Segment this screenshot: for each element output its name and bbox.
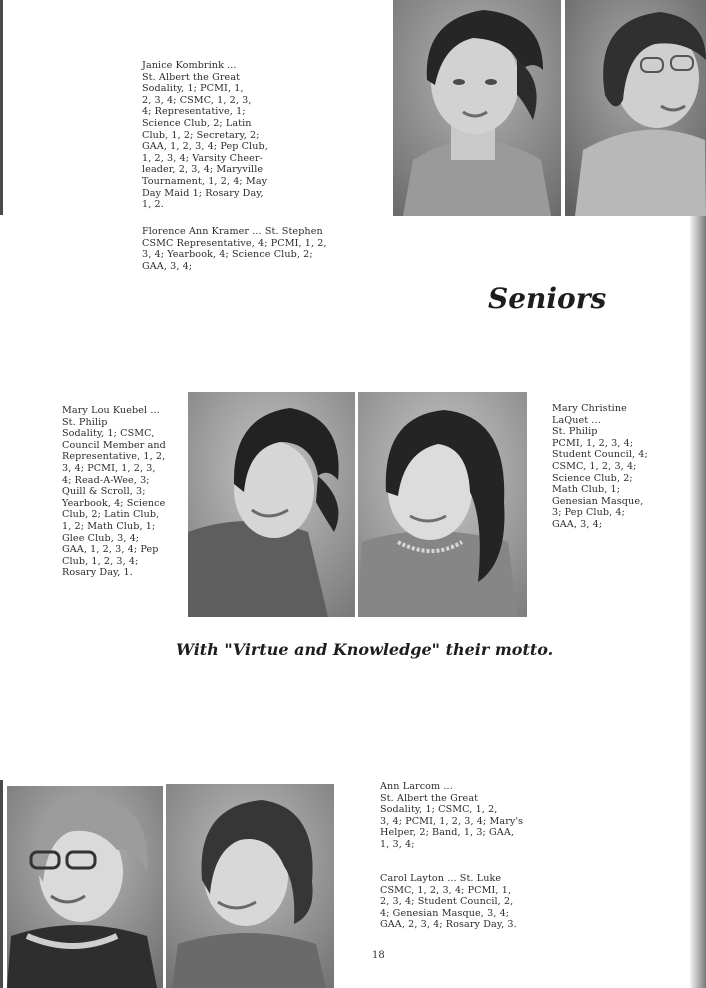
portrait-kombrink <box>393 0 561 216</box>
student-entry-kramer: Florence Ann Kramer ... St. Stephen CSMC Representative, 4; PCMI, 1, 2, 3, 4; Yearbook, 4; Science Club, 2; GAA, 3, 4; <box>142 226 327 272</box>
portrait-laquet <box>358 392 527 617</box>
portrait-layton <box>166 784 334 988</box>
student-entry-kombrink: Janice Kombrink ... St. Albert the Great Sodality, 1; PCMI, 1, 2, 3, 4; CSMC, 1, 2, 3, 4; Representative, 1; Science Club, 2; Latin Club, 1, 2; Secretary, 2; GAA, 1, 2, 3, 4; Pep Club, 1, 2, 3, 4; Varsity Cheer- leader, 2, 3, 4; Maryville Tournament, 1, 2, 4; May Day Maid 1; Rosary Day, 1, 2. <box>142 60 268 211</box>
portrait-kuebel <box>188 392 355 617</box>
binding-shadow-bottom <box>0 780 3 988</box>
student-entry-layton: Carol Layton ... St. Luke CSMC, 1, 2, 3, 4; PCMI, 1, 2, 3, 4; Student Council, 2, 4; Genesian Masque, 3, 4; GAA, 2, 3, 4; Rosary Day, 3. <box>380 873 517 931</box>
motto-text: With "Virtue and Knowledge" their motto. <box>176 640 554 659</box>
portrait-larcom <box>7 786 163 988</box>
portrait-kramer <box>565 0 706 216</box>
binding-shadow-top <box>0 0 3 215</box>
student-entry-larcom: Ann Larcom ... St. Albert the Great Sodality, 1; CSMC, 1, 2, 3, 4; PCMI, 1, 2, 3, 4; Mary's Helper, 2; Band, 1, 3; GAA, 1, 3, 4; <box>380 781 524 850</box>
section-heading: Seniors <box>488 282 607 315</box>
page-number: 18 <box>372 950 385 961</box>
student-entry-kuebel: Mary Lou Kuebel ... St. Philip Sodality, 1; CSMC, Council Member and Representative, 1, 2, 3, 4; PCMI, 1, 2, 3, 4; Read-A-Wee, 3; Quill & Scroll, 3; Yearbook, 4; Science Club, 2; Latin Club, 1, 2; Math Club, 1; Glee Club, 3, 4; GAA, 1, 2, 3, 4; Pep Club, 1, 2, 3, 4; Rosary Day, 1. <box>62 405 166 579</box>
student-entry-laquet: Mary Christine LaQuet ... St. Philip PCMI, 1, 2, 3, 4; Student Council, 4; CSMC, 1, 2, 3, 4; Science Club, 2; Math Club, 1; Genesian Masque, 3; Pep Club, 4; GAA, 3, 4; <box>552 403 648 530</box>
